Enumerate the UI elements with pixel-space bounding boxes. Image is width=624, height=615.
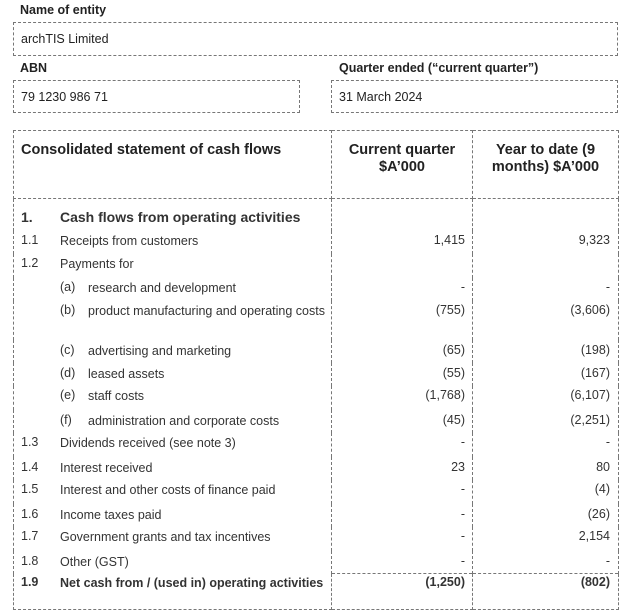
header-year-to-date: Year to date (9 months) $A’000: [473, 131, 619, 199]
row-number: 1.5: [21, 481, 39, 496]
row-label: administration and corporate costs: [88, 413, 280, 428]
current-quarter-value: [332, 199, 473, 231]
row-sub-number: (e): [60, 387, 76, 402]
row-sub-number: (a): [60, 279, 76, 294]
row-label: Other (GST): [60, 554, 129, 569]
year-to-date-value: -: [473, 278, 619, 301]
table-row: [14, 480, 619, 504]
row-label: Cash flows from operating activities: [60, 209, 301, 225]
cash-flow-rows: [14, 199, 619, 610]
row-label: Government grants and tax incentives: [60, 529, 271, 544]
table-row: [14, 340, 619, 363]
row-label: Income taxes paid: [60, 507, 162, 522]
table-row: [14, 457, 619, 480]
current-quarter-value: (755): [332, 301, 473, 340]
year-to-date-value: 9,323: [473, 231, 619, 254]
abn-label: ABN: [20, 61, 48, 75]
row-label: staff costs: [88, 388, 145, 403]
year-to-date-value: (4): [473, 480, 619, 504]
row-label: Interest received: [60, 460, 153, 475]
quarter-field: 31 March 2024: [331, 80, 618, 113]
current-quarter-value: -: [332, 480, 473, 504]
table-row: [14, 410, 619, 433]
row-number: 1.7: [21, 528, 39, 543]
row-label: Payments for: [60, 256, 134, 271]
row-sub-number: (b): [60, 302, 76, 317]
year-to-date-value: (3,606): [473, 301, 619, 340]
row-number: 1.9: [21, 574, 39, 589]
year-to-date-value: -: [473, 433, 619, 457]
row-number: 1.3: [21, 434, 39, 449]
row-number: 1.8: [21, 553, 39, 568]
table-row: [14, 199, 619, 231]
row-number: 1.1: [21, 232, 39, 247]
entity-label: Name of entity: [20, 3, 107, 17]
abn-field: 79 1230 986 71: [13, 80, 300, 113]
current-quarter-value: (65): [332, 340, 473, 363]
row-number: 1.6: [21, 506, 39, 521]
table-row: [14, 527, 619, 551]
entity-name-field: archTIS Limited: [13, 22, 618, 56]
year-to-date-value: [473, 254, 619, 278]
year-to-date-value: (2,251): [473, 410, 619, 433]
table-row: [14, 278, 619, 301]
row-number: 1.: [21, 209, 33, 225]
year-to-date-value: (802): [473, 574, 619, 610]
year-to-date-value: [473, 199, 619, 231]
current-quarter-value: 1,415: [332, 231, 473, 254]
table-row: [14, 386, 619, 410]
current-quarter-value: -: [332, 433, 473, 457]
year-to-date-value: -: [473, 551, 619, 574]
cash-flow-table: [13, 130, 619, 610]
row-sub-number: (d): [60, 365, 76, 380]
current-quarter-value: -: [332, 278, 473, 301]
year-to-date-value: 2,154: [473, 527, 619, 551]
current-quarter-value: -: [332, 527, 473, 551]
table-row: [14, 504, 619, 527]
row-label: Receipts from customers: [60, 233, 199, 248]
year-to-date-value: (198): [473, 340, 619, 363]
year-to-date-value: (6,107): [473, 386, 619, 410]
row-label: Dividends received (see note 3): [60, 435, 236, 450]
header-statement: Consolidated statement of cash flows: [14, 131, 332, 199]
row-number: 1.2: [21, 255, 39, 270]
table-row: [14, 301, 619, 340]
current-quarter-value: [332, 254, 473, 278]
current-quarter-value: (45): [332, 410, 473, 433]
header-current-quarter: Current quarter $A’000: [332, 131, 473, 199]
table-row: [14, 231, 619, 254]
row-label: research and development: [88, 280, 237, 295]
current-quarter-value: -: [332, 504, 473, 527]
current-quarter-value: -: [332, 551, 473, 574]
table-row: [14, 433, 619, 457]
table-row: [14, 363, 619, 386]
row-label: leased assets: [88, 366, 165, 381]
quarter-label: Quarter ended (“current quarter”): [339, 61, 539, 75]
row-label: advertising and marketing: [88, 343, 232, 358]
year-to-date-value: 80: [473, 457, 619, 480]
current-quarter-value: (55): [332, 363, 473, 386]
row-number: 1.4: [21, 459, 39, 474]
row-label: Interest and other costs of finance paid: [60, 482, 276, 497]
table-row: [14, 574, 619, 610]
current-quarter-value: (1,768): [332, 386, 473, 410]
year-to-date-value: (167): [473, 363, 619, 386]
row-sub-number: (f): [60, 412, 72, 427]
table-row: [14, 254, 619, 278]
current-quarter-value: 23: [332, 457, 473, 480]
current-quarter-value: (1,250): [332, 574, 473, 610]
row-label: product manufacturing and operating costs: [88, 303, 325, 318]
row-label: Net cash from / (used in) operating activities: [60, 575, 324, 590]
table-row: [14, 551, 619, 574]
year-to-date-value: (26): [473, 504, 619, 527]
row-sub-number: (c): [60, 342, 75, 357]
